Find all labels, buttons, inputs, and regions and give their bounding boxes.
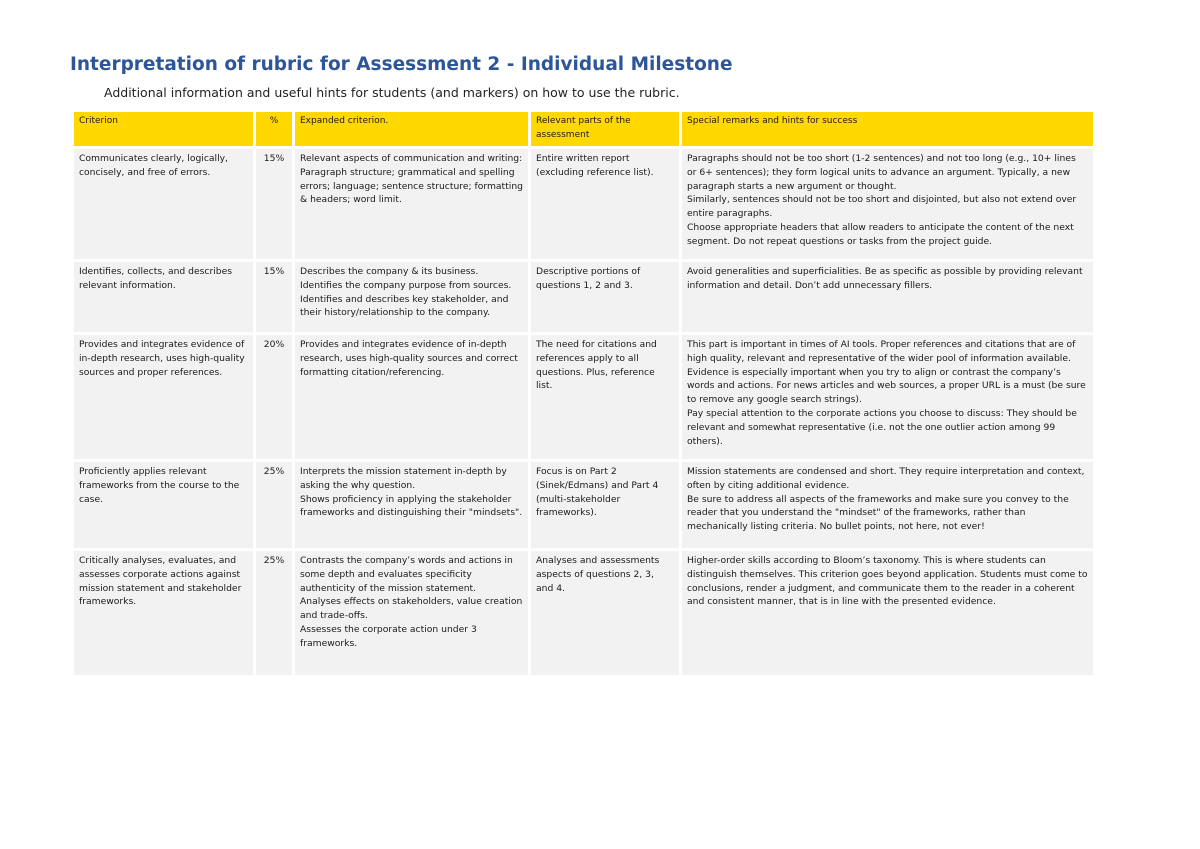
- page-title: Interpretation of rubric for Assessment 2 - Individual Milestone: [70, 54, 733, 75]
- remarks-line: Paragraphs should not be too short (1-2 sentences) and not too long (e.g., 10+ lines or 6+ sentences); they form logical units to advance an argument. Typically, a new paragraph starts a new argument or thought.: [687, 153, 1076, 192]
- table-row: [74, 335, 1093, 459]
- expanded-line: Relevant aspects of communication and writing:: [300, 153, 523, 164]
- percent-cell: 15%: [256, 149, 292, 259]
- remarks-cell: [682, 551, 1093, 675]
- expanded-line: Analyses effects on stakeholders, value creation and trade-offs.: [300, 596, 523, 622]
- criterion-cell: Critically analyses, evaluates, and assesses corporate actions against mission statement and stakeholder frameworks.: [74, 551, 253, 675]
- rubric-table: [71, 109, 1096, 678]
- remarks-line: Mission statements are condensed and short. They require interpretation and context, often by citing additional evidence.: [687, 466, 1085, 491]
- remarks-line: This part is important in times of AI tools. Proper references and citations that are of high quality, relevant and representative of the wider pool of information available.: [687, 339, 1076, 364]
- remarks-line: Similarly, sentences should not be too short and disjointed, but also not extend over entire paragraphs.: [687, 194, 1077, 220]
- parts-cell: Analyses and assessments aspects of questions 2, 3, and 4.: [531, 551, 679, 675]
- header-percent: %: [256, 112, 292, 146]
- expanded-cell: [295, 551, 528, 675]
- percent-cell: 25%: [256, 551, 292, 675]
- expanded-cell: [295, 149, 528, 259]
- expanded-line: Paragraph structure; grammatical and spelling errors; language; sentence structure; formatting & headers; word limit.: [300, 166, 523, 206]
- parts-cell: Descriptive portions of questions 1, 2 and 3.: [531, 262, 679, 332]
- expanded-line: Identifies and describes key stakeholder, and their history/relationship to the company.: [300, 293, 509, 319]
- header-relevant-parts: Relevant parts of the assessment: [531, 112, 679, 146]
- remarks-cell: [682, 262, 1093, 332]
- header-special-remarks: Special remarks and hints for success: [682, 112, 1093, 146]
- table-row: [74, 551, 1093, 675]
- criterion-cell: Communicates clearly, logically, concisely, and free of errors.: [74, 149, 253, 259]
- remarks-line: Avoid generalities and superficialities. Be as specific as possible by providing relevant information and detail. Don’t add unnecessary fillers.: [687, 266, 1083, 291]
- header-expanded-criterion: Expanded criterion.: [295, 112, 528, 146]
- table-row: [74, 262, 1093, 332]
- expanded-line: Shows proficiency in applying the stakeholder frameworks and distinguishing their "mindsets".: [300, 493, 523, 519]
- expanded-line: Describes the company & its business.: [300, 266, 479, 277]
- header-row: [74, 112, 1093, 146]
- expanded-cell: [295, 462, 528, 548]
- table-row: [74, 149, 1093, 259]
- criterion-cell: Identifies, collects, and describes relevant information.: [74, 262, 253, 332]
- criterion-cell: Provides and integrates evidence of in-depth research, uses high-quality sources and proper references.: [74, 335, 253, 459]
- remarks-cell: [682, 462, 1093, 548]
- header-criterion: Criterion: [74, 112, 253, 146]
- remarks-cell: [682, 335, 1093, 459]
- expanded-line: Interprets the mission statement in-depth by asking the why question.: [300, 466, 507, 491]
- expanded-line: Provides and integrates evidence of in-depth research, uses high-quality sources and correct formatting citation/referencing.: [300, 339, 518, 378]
- expanded-line: Assesses the corporate action under 3 frameworks.: [300, 623, 477, 649]
- percent-cell: 20%: [256, 335, 292, 459]
- criterion-cell: Proficiently applies relevant frameworks from the course to the case.: [74, 462, 253, 548]
- table-row: [74, 462, 1093, 548]
- remarks-line: Higher-order skills according to Bloom’s taxonomy. This is where students can distinguish themselves. This criterion goes beyond application. Students must come to conclusions, render a judgment, and communicate them to the reader in a coherent and consistent manner, that is in line with the presented evidence.: [687, 555, 1088, 608]
- remarks-line: Choose appropriate headers that allow readers to anticipate the content of the next segment. Do not repeat questions or tasks from the project guide.: [687, 221, 1074, 247]
- remarks-line: Pay special attention to the corporate actions you choose to discuss: They should be relevant and somewhat representative (i.e. not the one outlier action among 99 others).: [687, 407, 1077, 447]
- percent-cell: 25%: [256, 462, 292, 548]
- parts-cell: Entire written report (excluding reference list).: [531, 149, 679, 259]
- expanded-line: Contrasts the company’s words and actions in some depth and evaluates specificity authenticity of the mission statement.: [300, 555, 513, 594]
- remarks-line: Evidence is especially important when you try to align or contrast the company’s words and actions. For news articles and web sources, a proper URL is a must (be sure to remove any google search strings).: [687, 366, 1086, 406]
- remarks-cell: [682, 149, 1093, 259]
- page-subtitle: Additional information and useful hints for students (and markers) on how to use the rubric.: [104, 85, 680, 100]
- parts-cell: Focus is on Part 2 (Sinek/Edmans) and Part 4 (multi-stakeholder frameworks).: [531, 462, 679, 548]
- percent-cell: 15%: [256, 262, 292, 332]
- expanded-cell: [295, 335, 528, 459]
- parts-cell: The need for citations and references apply to all questions. Plus, reference list.: [531, 335, 679, 459]
- remarks-line: Be sure to address all aspects of the frameworks and make sure you convey to the reader that you understand the "mindset" of the frameworks, rather than mechanically listing criteria. No bullet points, not here, not ever!: [687, 493, 1069, 533]
- expanded-cell: [295, 262, 528, 332]
- expanded-line: Identifies the company purpose from sources.: [300, 279, 512, 291]
